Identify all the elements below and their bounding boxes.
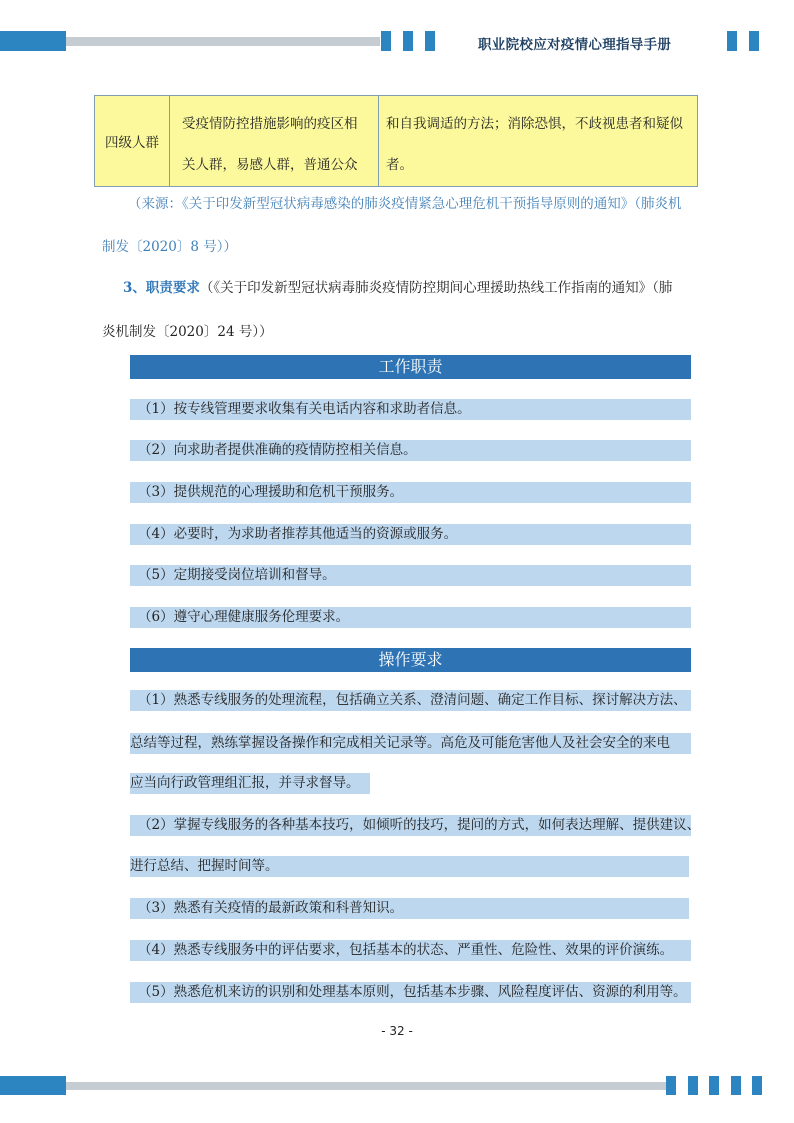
duty-item: （2）向求助者提供准确的疫情防控相关信息。 [130, 440, 691, 461]
footer-square [752, 1076, 762, 1095]
population-line: 关人群，易感人群，普通公众 [182, 157, 358, 173]
source-note-line: 制发〔2020〕8 号）） [102, 239, 237, 255]
section-title: 职责要求 [145, 280, 200, 296]
measures-cell [379, 96, 698, 187]
duty-item: （1）按专线管理要求收集有关电话内容和求助者信息。 [130, 399, 691, 420]
level4-table [94, 95, 698, 187]
operations-heading: 操作要求 [130, 648, 691, 672]
source-note-line: （来源：《关于印发新型冠状病毒感染的肺炎疫情紧急心理危机干预指导原则的通知》（肺炎机 [128, 196, 682, 212]
section-number: 3、 [123, 280, 146, 296]
header-blue-bar [0, 31, 66, 51]
header-square [749, 31, 759, 51]
operations-line: （2）掌握专线服务的各种基本技巧，如倾听的技巧，提问的方式，如何表达理解、提供建议、 [130, 815, 691, 836]
header-title: 职业院校应对疫情心理指导手册 [478, 37, 672, 53]
operations-line: 应当向行政管理组汇报，并寻求督导。 [130, 773, 370, 794]
duty-item: （6）遵守心理健康服务伦理要求。 [130, 607, 691, 628]
operations-line: （4）熟悉专线服务中的评估要求，包括基本的状态、严重性、危险性、效果的评价演练。 [130, 940, 691, 961]
header-square [727, 31, 737, 51]
footer-square [709, 1076, 719, 1095]
header-gray-bar [66, 37, 380, 46]
duties-heading: 工作职责 [130, 355, 691, 379]
operations-line: 总结等过程，熟练掌握设备操作和完成相关记录等。高危及可能危害他人及社会安全的来电 [130, 733, 691, 754]
duty-item: （3）提供规范的心理援助和危机干预服务。 [130, 482, 691, 503]
duty-item: （4）必要时，为求助者推荐其他适当的资源或服务。 [130, 524, 691, 545]
header-square [425, 31, 435, 51]
page-number: - 32 - [381, 1024, 413, 1038]
population-cell [170, 96, 379, 187]
footer-square [731, 1076, 741, 1095]
measures-line: 和自我调适的方法；消除恐惧，不歧视患者和疑似 [386, 116, 683, 132]
measures-line: 者。 [386, 157, 413, 173]
header-square [381, 31, 391, 51]
table-row [95, 96, 698, 187]
footer-gray-bar [66, 1082, 666, 1090]
section-text: （《关于印发新型冠状病毒肺炎疫情防控期间心理援助热线工作指南的通知》（肺 [199, 280, 673, 296]
footer-square [666, 1076, 676, 1095]
operations-line: （1）熟悉专线服务的处理流程，包括确立关系、澄清问题、确定工作目标、探讨解决方法、 [130, 690, 691, 711]
header-square [403, 31, 413, 51]
population-line: 受疫情防控措施影响的疫区相 [182, 116, 358, 132]
operations-line: 进行总结、把握时间等。 [130, 856, 689, 877]
duty-item: （5）定期接受岗位培训和督导。 [130, 565, 691, 586]
level-cell: 四级人群 [95, 96, 170, 187]
footer-blue-bar [0, 1076, 66, 1095]
section3-line [123, 276, 672, 296]
operations-line: （3）熟悉有关疫情的最新政策和科普知识。 [130, 898, 689, 919]
footer-square [688, 1076, 698, 1095]
operations-line: （5）熟悉危机来访的识别和处理基本原则，包括基本步骤、风险程度评估、资源的利用等。 [130, 982, 691, 1003]
section3-line: 炎机制发〔2020〕24 号）） [102, 324, 273, 340]
